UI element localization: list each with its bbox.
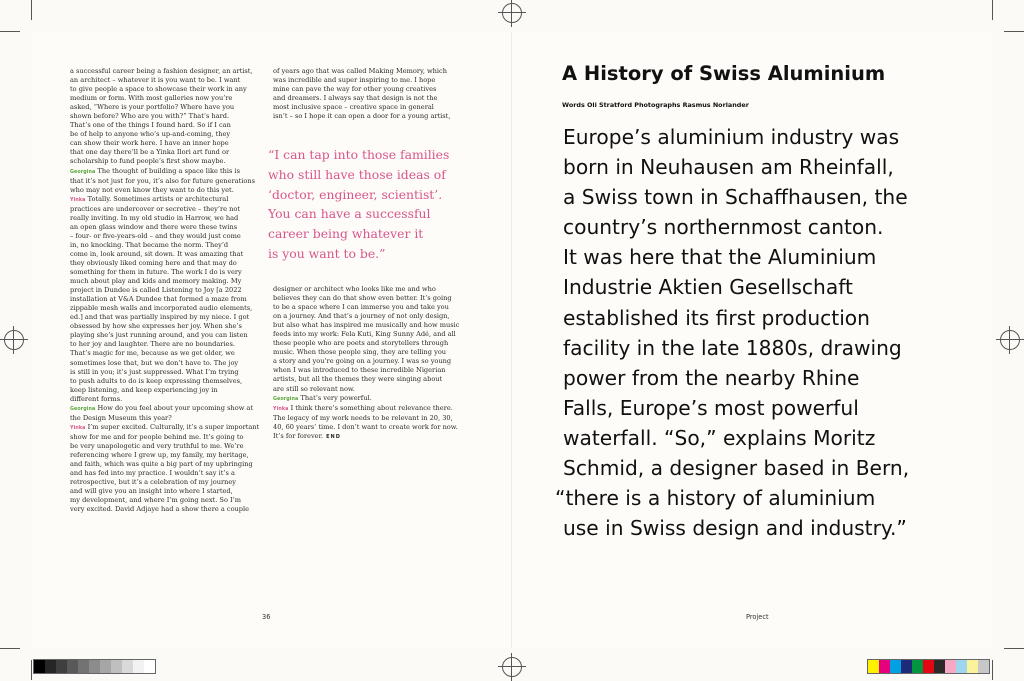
speaker-label: Yinka [273,406,289,412]
speaker-label: Yinka [70,197,86,203]
text-line [70,148,270,157]
intro-line: facility in the late 1880s, drawing [563,335,902,360]
text-line [70,259,270,268]
color-swatch [78,660,89,673]
text-line [70,139,270,148]
line-text: to push adults to do is keep expressing themselves, [70,376,243,385]
line-text: playing she’s just running around, and you can listen [70,331,248,340]
line-text: and has fed into my practice. I wouldn’t say it’s a [70,469,235,478]
text-line [70,121,270,130]
text-line [70,195,270,205]
color-swatch [901,660,912,673]
text-line [273,330,473,339]
line-text: much about play and kids and memory making. My [70,277,242,286]
line-text: my development, and where I’m going next. So I’m [70,496,241,505]
intro-line: use in Swiss design and industry.” [563,516,907,541]
color-swatch [100,660,111,673]
text-line [70,423,270,433]
crop-mark [1004,31,1024,32]
crop-mark [31,660,32,680]
line-text: come in, look around, sit down. It was amazing that [70,249,244,258]
text-line [70,304,270,313]
registration-mark-icon [502,3,522,23]
text-line [273,112,473,121]
line-text: That’s very powerful. [300,393,372,402]
color-swatch [45,660,56,673]
line-text: Totally. Sometimes artists or architectural [87,194,229,203]
line-text: installation at V&A Dundee that formed a maze from [70,295,247,304]
speaker-label: Georgina [70,406,96,412]
line-text: and dreamers. I always say that design is not the [273,94,438,103]
color-swatch [868,660,879,673]
line-text: referencing where I grew up, my family, my heritage, [70,450,249,459]
line-text: they obviously liked coming here and that may do [70,258,237,267]
color-swatch [111,660,122,673]
line-text: music. When those people sing, they are telling you [273,348,447,357]
end-mark: END [326,433,341,440]
color-swatch [923,660,934,673]
line-text: very excited. David Adjaye had a show there a couple [70,505,250,514]
text-line [273,85,473,94]
line-text: designer or architect who looks like me and who [273,285,436,293]
line-text: most inclusive space – creative space in general [273,103,434,112]
pull-quote-line: who still have those ideas of [268,166,446,182]
line-text: ed.] and that was partially inspired by my niece. I got [70,313,250,322]
line-text: practices are undercover or secretive – they’re not [70,204,240,213]
crop-mark [992,660,993,680]
line-text: The legacy of my work needs to be relevant in 20, 30, [273,413,453,422]
line-text: I’m super excited. Culturally, it’s a super important [87,422,260,431]
text-line [70,268,270,277]
text-line [70,377,270,386]
line-text: to her joy and laughter. There are no boundaries. [70,340,235,349]
intro-line: Industrie Aktien Gesellschaft [563,275,853,300]
text-line [70,340,270,349]
line-text: something for them in future. The work I do is very [70,268,242,277]
text-line [70,214,270,223]
line-text: the Design Museum this year? [70,413,172,422]
text-line [70,505,270,514]
color-swatch [56,660,67,673]
text-line [273,348,473,357]
text-line [70,359,270,368]
line-text: shown before? Who are you with?” That’s hard. [70,112,230,121]
text-line [70,404,270,414]
line-text: of years ago that was called Making Memory, which [273,67,447,75]
speaker-label: Yinka [70,425,86,431]
text-line [273,357,473,366]
registration-mark-icon [1000,330,1020,350]
grey-calibration-bar [33,659,156,674]
text-line [70,205,270,214]
color-swatch [934,660,945,673]
text-line [273,103,473,112]
line-text: That’s one of the things I found hard. So if I can [70,121,231,130]
text-line [273,339,473,348]
color-swatch [122,660,133,673]
pull-quote-line: You can have a successful [268,206,431,222]
color-calibration-bar [867,659,990,674]
color-swatch [967,660,978,673]
pull-quote [268,145,488,264]
text-line [70,286,270,295]
text-line [70,414,270,423]
crop-mark [992,0,993,20]
text-line [273,385,473,394]
intro-line: a Swiss town in Schaffhausen, the [563,185,908,210]
body-text-column-2-top [273,67,473,121]
pull-quote-line: ‘doctor, engineer, scientist’. [268,186,443,202]
text-line [273,312,473,321]
text-line [273,303,473,312]
intro-line: power from the nearby Rhine [563,365,860,390]
text-line [70,349,270,358]
text-line [70,460,270,469]
intro-line: Falls, Europe’s most powerful [563,395,859,420]
color-swatch [879,660,890,673]
line-text: a story and you’re going on a journey. I was so young [273,357,452,366]
line-text: be very unapologetic and very truthful to me. We’re [70,441,244,450]
line-text: The thought of building a space like this is [97,166,240,175]
crop-mark [0,31,20,32]
text-line [273,432,473,442]
color-swatch [956,660,967,673]
line-text: I think there’s something about relevance there. [290,403,453,412]
line-text: keep listening, and keep experiencing joy in [70,385,218,394]
line-text: zippable mesh walls and incorporated audio elements, [70,304,253,313]
text-line [273,321,473,330]
text-line [273,375,473,384]
intro-line: waterfall. “So,” explains Moritz [563,425,876,450]
intro-line: established its first production [563,305,870,330]
color-swatch [978,660,989,673]
line-text: It’s for forever. [273,431,324,440]
line-text: feeds into my work: Fela Kuti, King Sunny Adé, and all [273,330,456,339]
right-page-folio: Project [746,613,769,621]
color-swatch [34,660,45,673]
text-line [70,395,270,404]
speaker-label: Georgina [70,169,96,175]
line-text: an architect – whatever it is you want to be. I want [70,76,241,85]
line-text: mine can pave the way for other young creatives [273,85,437,94]
body-text-column-1 [70,67,270,514]
text-line [70,167,270,177]
line-text: these people who are poets and storytellers through [273,339,449,348]
text-line [70,442,270,451]
line-text: on a journey. And that’s a journey of not only design, [273,312,450,321]
text-line [70,94,270,103]
line-text: can show their work here. I have an inner hope [70,139,229,148]
color-swatch [945,660,956,673]
registration-mark-icon [502,657,522,677]
text-line [70,368,270,377]
line-text: sometimes lose that, but we don’t have to. The joy [70,358,239,367]
line-text: different forms. [70,394,123,403]
text-line [70,76,270,85]
line-text: was incredible and super inspiring to me. I hope [273,76,436,85]
line-text: to be a space where I can immerse you and take you [273,303,449,312]
color-swatch [89,660,100,673]
intro-line: country’s northernmost canton. [563,215,884,240]
line-text: obsessed by how she expresses her joy. When she’s [70,322,242,331]
text-line [70,130,270,139]
line-text: project in Dundee is called Listening to Joy [a 2022 [70,286,242,295]
text-line [273,404,473,414]
color-swatch [912,660,923,673]
text-line [70,177,270,186]
text-line [273,94,473,103]
intro-line: It was here that the Aluminium [563,245,877,270]
line-text: 40, 60 years’ time. I don’t want to create work for now. [273,422,458,431]
text-line [70,103,270,112]
text-line [70,313,270,322]
line-text: and will give you an insight into where I started, [70,487,233,496]
color-swatch [890,660,901,673]
line-text: be of help to anyone who’s up-and-coming, they [70,130,231,139]
line-text: How do you feel about your upcoming show at [97,403,254,412]
text-line [70,295,270,304]
text-line [70,331,270,340]
line-text: that one day there’ll be a Yinka Ilori art fund or [70,148,230,157]
line-text: asked, “Where is your portfolio? Where have you [70,103,235,112]
color-swatch [144,660,155,673]
line-text: isn’t – so I hope it can open a door for a young artist, [273,112,451,121]
text-line [273,76,473,85]
line-text: and faith, which was quite a big part of my upbringing [70,460,253,469]
text-line [273,285,473,294]
text-line [70,241,270,250]
line-text: who may not even know they want to do this yet. [70,185,234,194]
text-line [70,250,270,259]
text-line [273,414,473,423]
text-line [273,366,473,375]
text-line [70,112,270,121]
article-byline: Words Oli Stratford Photographs Rasmus Norlander [562,101,749,109]
line-text: – four- or five-years-old – and they would just come [70,231,241,240]
text-line [70,223,270,232]
pull-quote-line: “I can tap into those families [268,147,450,162]
article-title: A History of Swiss Aluminium [562,62,886,85]
text-line [70,496,270,505]
line-text: believes they can do that show even better. It’s going [273,294,452,303]
text-line [70,186,270,195]
line-text: retrospective, but it’s a celebration of my journey [70,478,237,487]
intro-line: Schmid, a designer based in Bern, [563,456,910,481]
intro-line: “there is a history of aluminium [555,486,876,511]
pull-quote-line: is you want to be.” [268,245,386,261]
line-text: an open glass window and there were these twins [70,222,238,231]
line-text: a successful career being a fashion designer, an artist, [70,67,253,75]
text-line [70,322,270,331]
text-line [70,487,270,496]
body-text-column-2-bottom [273,285,473,442]
page-gutter [511,32,512,648]
line-text: medium or form. With most galleries now you’re [70,94,233,103]
text-line [70,469,270,478]
line-text: that it’s not just for you, it’s also for future generations [70,176,256,185]
article-intro [555,122,955,543]
line-text: scholarship to fund people’s first show maybe. [70,157,226,166]
intro-line: born in Neuhausen am Rheinfall, [563,155,894,180]
text-line [70,232,270,241]
intro-line: Europe’s aluminium industry was [563,125,900,149]
text-line [70,451,270,460]
text-line [70,85,270,94]
text-line [70,157,270,166]
line-text: are still so relevant now. [273,384,355,393]
text-line [70,277,270,286]
line-text: when I was introduced to these incredible Nigerian [273,366,446,375]
color-swatch [67,660,78,673]
text-line [273,67,473,76]
text-line [70,67,270,76]
line-text: That’s magic for me, because as we get older, we [70,349,235,358]
line-text: but also what has inspired me musically and how music [273,321,460,330]
pull-quote-line: career being whatever it [268,226,424,242]
color-swatch [133,660,144,673]
crop-mark [0,648,20,649]
registration-mark-icon [4,330,24,350]
text-line [273,294,473,303]
left-page-folio: 36 [262,613,271,621]
line-text: is still in you; it’s just suppressed. What I’m trying [70,367,239,376]
crop-mark [1004,648,1024,649]
line-text: artists, but all the themes they were singing about [273,375,443,384]
text-line [70,478,270,487]
text-line [273,394,473,404]
text-line [273,423,473,432]
crop-mark [31,0,32,20]
line-text: to give people a space to showcase their work in any [70,85,247,94]
line-text: in, no knocking. That became the norm. They’d [70,240,229,249]
text-line [70,433,270,442]
line-text: really inviting. In my old studio in Harrow, we had [70,213,239,222]
speaker-label: Georgina [273,396,299,402]
line-text: show for me and for people behind me. It’s going to [70,432,244,441]
text-line [70,386,270,395]
